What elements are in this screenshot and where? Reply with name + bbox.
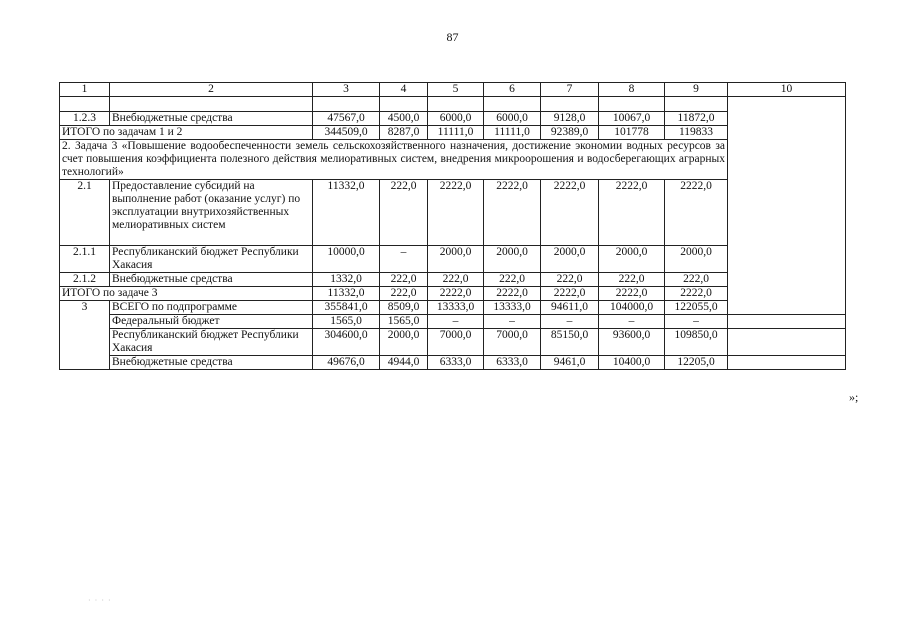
table-row — [60, 97, 846, 112]
table-row — [60, 329, 846, 356]
table-row — [60, 356, 846, 370]
value-cell: 6000,0 — [484, 112, 541, 126]
empty-cell — [541, 97, 599, 112]
value-cell: – — [541, 315, 599, 329]
task-heading: 2. Задача 3 «Повышение водообеспеченности земель сельскохозяйственного назначения, достижение экономии водных ресурсов за счет повышения коэффициента полезного действия мелиоративных систем, внедрения микроорошения и водосберегающих аграрных технологий» — [60, 140, 728, 180]
header-cell: 6 — [484, 83, 541, 97]
row-code: 2.1.2 — [60, 273, 110, 287]
row-name: ИТОГО по задачам 1 и 2 — [60, 126, 313, 140]
value-cell: 2222,0 — [541, 180, 599, 246]
value-cell: 2222,0 — [665, 287, 728, 301]
value-cell: 8509,0 — [380, 301, 428, 315]
value-cell: 11111,0 — [428, 126, 484, 140]
column-10-cell — [728, 315, 846, 329]
closing-quote-mark: »; — [849, 390, 859, 404]
value-cell: – — [380, 246, 428, 273]
header-cell: 8 — [599, 83, 665, 97]
value-cell: 222,0 — [665, 273, 728, 287]
budget-table — [59, 82, 846, 370]
value-cell: 2000,0 — [428, 246, 484, 273]
scan-artifact: · · · · — [88, 596, 112, 605]
row-name: Внебюджетные средства — [110, 112, 313, 126]
value-cell: 222,0 — [428, 273, 484, 287]
value-cell: 11872,0 — [665, 112, 728, 126]
value-cell: 344509,0 — [313, 126, 380, 140]
value-cell: 2000,0 — [541, 246, 599, 273]
page-number: 87 — [446, 30, 459, 44]
value-cell: – — [665, 315, 728, 329]
value-cell: 12205,0 — [665, 356, 728, 370]
value-cell: 101778 — [599, 126, 665, 140]
empty-cell — [313, 97, 380, 112]
value-cell: 1565,0 — [313, 315, 380, 329]
value-cell: 6333,0 — [484, 356, 541, 370]
value-cell: 2222,0 — [599, 180, 665, 246]
value-cell: 2222,0 — [428, 180, 484, 246]
header-cell: 7 — [541, 83, 599, 97]
value-cell: 11332,0 — [313, 287, 380, 301]
value-cell: 222,0 — [380, 273, 428, 287]
value-cell: 10400,0 — [599, 356, 665, 370]
value-cell: 9128,0 — [541, 112, 599, 126]
value-cell: 7000,0 — [484, 329, 541, 356]
value-cell: 2222,0 — [541, 287, 599, 301]
value-cell: 8287,0 — [380, 126, 428, 140]
empty-cell — [599, 97, 665, 112]
row-code: 1.2.3 — [60, 112, 110, 126]
header-cell: 4 — [380, 83, 428, 97]
value-cell: 6000,0 — [428, 112, 484, 126]
empty-cell — [665, 97, 728, 112]
value-cell: 47567,0 — [313, 112, 380, 126]
row-code: 2.1 — [60, 180, 110, 246]
row-code: 2.1.1 — [60, 246, 110, 273]
header-cell: 3 — [313, 83, 380, 97]
value-cell: 222,0 — [380, 287, 428, 301]
column-10-cell — [728, 356, 846, 370]
value-cell: 7000,0 — [428, 329, 484, 356]
value-cell: – — [428, 315, 484, 329]
header-cell: 10 — [728, 83, 846, 97]
empty-cell — [380, 97, 428, 112]
value-cell: 2222,0 — [484, 287, 541, 301]
value-cell: 2222,0 — [428, 287, 484, 301]
value-cell: 92389,0 — [541, 126, 599, 140]
value-cell: 2000,0 — [665, 246, 728, 273]
value-cell: 13333,0 — [484, 301, 541, 315]
empty-cell — [110, 97, 313, 112]
value-cell: 2000,0 — [380, 329, 428, 356]
value-cell: 2222,0 — [599, 287, 665, 301]
column-10-cell — [728, 97, 846, 315]
value-cell: 1565,0 — [380, 315, 428, 329]
value-cell: – — [599, 315, 665, 329]
row-code: 3 — [60, 301, 110, 370]
header-cell: 1 — [60, 83, 110, 97]
value-cell: 2222,0 — [484, 180, 541, 246]
value-cell: 222,0 — [484, 273, 541, 287]
header-cell: 9 — [665, 83, 728, 97]
value-cell: 10067,0 — [599, 112, 665, 126]
value-cell: 11332,0 — [313, 180, 380, 246]
row-name: ИТОГО по задаче 3 — [60, 287, 313, 301]
table-header-row — [60, 83, 846, 97]
value-cell: 2000,0 — [599, 246, 665, 273]
empty-cell — [60, 97, 110, 112]
value-cell: 13333,0 — [428, 301, 484, 315]
value-cell: 2000,0 — [484, 246, 541, 273]
value-cell: 4500,0 — [380, 112, 428, 126]
value-cell: 355841,0 — [313, 301, 380, 315]
value-cell: 6333,0 — [428, 356, 484, 370]
column-10-cell — [728, 329, 846, 356]
value-cell: 119833 — [665, 126, 728, 140]
value-cell: 109850,0 — [665, 329, 728, 356]
value-cell: 11111,0 — [484, 126, 541, 140]
value-cell: 85150,0 — [541, 329, 599, 356]
value-cell: 222,0 — [541, 273, 599, 287]
row-name: Республиканский бюджет Республики Хакасия — [110, 246, 313, 273]
value-cell: 2222,0 — [665, 180, 728, 246]
value-cell: 222,0 — [599, 273, 665, 287]
row-name: Предоставление субсидий на выполнение работ (оказание услуг) по эксплуатации внутрихозяйственных мелиоративных систем — [110, 180, 313, 246]
value-cell: 4944,0 — [380, 356, 428, 370]
row-name: Республиканский бюджет Республики Хакасия — [110, 329, 313, 356]
value-cell: 1332,0 — [313, 273, 380, 287]
value-cell: 304600,0 — [313, 329, 380, 356]
empty-cell — [428, 97, 484, 112]
value-cell: 94611,0 — [541, 301, 599, 315]
value-cell: 93600,0 — [599, 329, 665, 356]
row-name: Федеральный бюджет — [110, 315, 313, 329]
value-cell: 49676,0 — [313, 356, 380, 370]
row-name: Внебюджетные средства — [110, 273, 313, 287]
header-cell: 2 — [110, 83, 313, 97]
value-cell: 122055,0 — [665, 301, 728, 315]
table-row — [60, 315, 846, 329]
value-cell: – — [484, 315, 541, 329]
header-cell: 5 — [428, 83, 484, 97]
value-cell: 222,0 — [380, 180, 428, 246]
value-cell: 104000,0 — [599, 301, 665, 315]
row-name: ВСЕГО по подпрограмме — [110, 301, 313, 315]
value-cell: 9461,0 — [541, 356, 599, 370]
empty-cell — [484, 97, 541, 112]
row-name: Внебюджетные средства — [110, 356, 313, 370]
value-cell: 10000,0 — [313, 246, 380, 273]
